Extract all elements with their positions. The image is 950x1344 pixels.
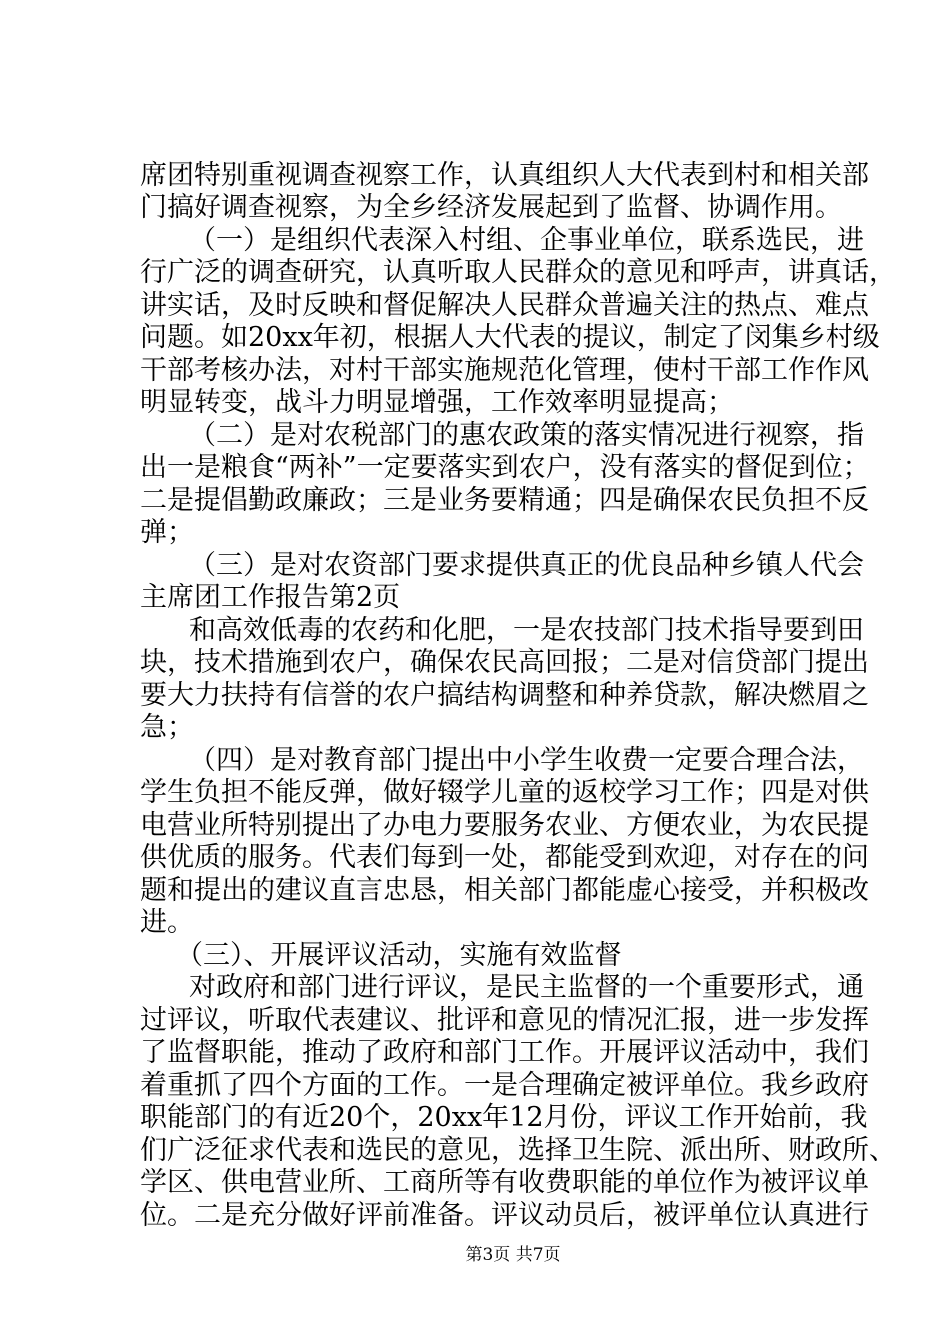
text-line: 职能部门的有近20个，20xx年12月份，评议工作开始前，我: [140, 1102, 868, 1133]
text-line: 学生负担不能反弹，做好辍学儿童的返校学习工作；四是对供: [140, 777, 869, 808]
text-line: （二）是对农税部门的惠农政策的落实情况进行视察，指: [189, 420, 864, 451]
text-line: 题和提出的建议直言忠恳，相关部门都能虚心接受，并积极改: [140, 875, 869, 906]
text-line: 了监督职能，推动了政府和部门工作。开展评议活动中，我们: [140, 1037, 869, 1068]
text-line: 学区、供电营业所、工商所等有收费职能的单位作为被评议单: [140, 1167, 869, 1198]
text-line: 行广泛的调查研究，认真听取人民群众的意见和呼声，讲真话，: [140, 257, 896, 288]
text-line: 讲实话，及时反映和督促解决人民群众普遍关注的热点、难点: [140, 290, 869, 321]
page-number: 第3页 共7页: [465, 1245, 561, 1265]
text-line: 二是提倡勤政廉政；三是业务要精通；四是确保农民负担不反: [140, 485, 869, 516]
text-line: 电营业所特别提出了办电力要服务农业、方便农业，为农民提: [140, 810, 869, 841]
text-line: 着重抓了四个方面的工作。一是合理确定被评单位。我乡政府: [140, 1070, 869, 1101]
text-line: 对政府和部门进行评议，是民主监督的一个重要形式，通: [189, 972, 864, 1003]
text-line: 过评议，听取代表建议、批评和意见的情况汇报，进一步发挥: [140, 1005, 869, 1036]
text-line: （三）是对农资部门要求提供真正的优良品种乡镇人代会: [189, 550, 864, 581]
text-line: 们广泛征求代表和选民的意见，选择卫生院、派出所、财政所、: [140, 1135, 896, 1166]
text-line: 弹；: [140, 517, 194, 548]
text-line: 主席团工作报告第2页: [140, 582, 401, 613]
text-line: 急；: [140, 712, 194, 743]
text-line: 位。二是充分做好评前准备。评议动员后，被评单位认真进行: [140, 1200, 869, 1231]
text-line: 要大力扶持有信誉的农户搞结构调整和种养贷款，解决燃眉之: [140, 680, 869, 711]
text-line: 块，技术措施到农户，确保农民高回报；二是对信贷部门提出: [140, 647, 869, 678]
text-line: 供优质的服务。代表们每到一处，都能受到欢迎，对存在的问: [140, 842, 869, 873]
text-line: 明显转变，战斗力明显增强，工作效率明显提高；: [140, 387, 734, 418]
text-line: （一）是组织代表深入村组、企事业单位，联系选民，进: [189, 225, 864, 256]
text-line: 门搞好调查视察，为全乡经济发展起到了监督、协调作用。: [140, 192, 842, 223]
section-heading: （三）、开展评议活动，实施有效监督: [176, 940, 622, 971]
text-line: 席团特别重视调查视察工作，认真组织人大代表到村和相关部: [140, 160, 869, 191]
text-line: （四）是对教育部门提出中小学生收费一定要合理合法，: [189, 745, 864, 776]
text-line: 出一是粮食“两补”一定要落实到农户，没有落实的督促到位；: [140, 452, 870, 483]
text-line: 问题。如20xx年初，根据人大代表的提议，制定了闵集乡村级: [140, 322, 880, 353]
text-line: 干部考核办法，对村干部实施规范化管理，使村干部工作作风: [140, 355, 869, 386]
text-line: 和高效低毒的农药和化肥，一是农技部门技术指导要到田: [189, 615, 864, 646]
text-line: 进。: [140, 907, 194, 938]
